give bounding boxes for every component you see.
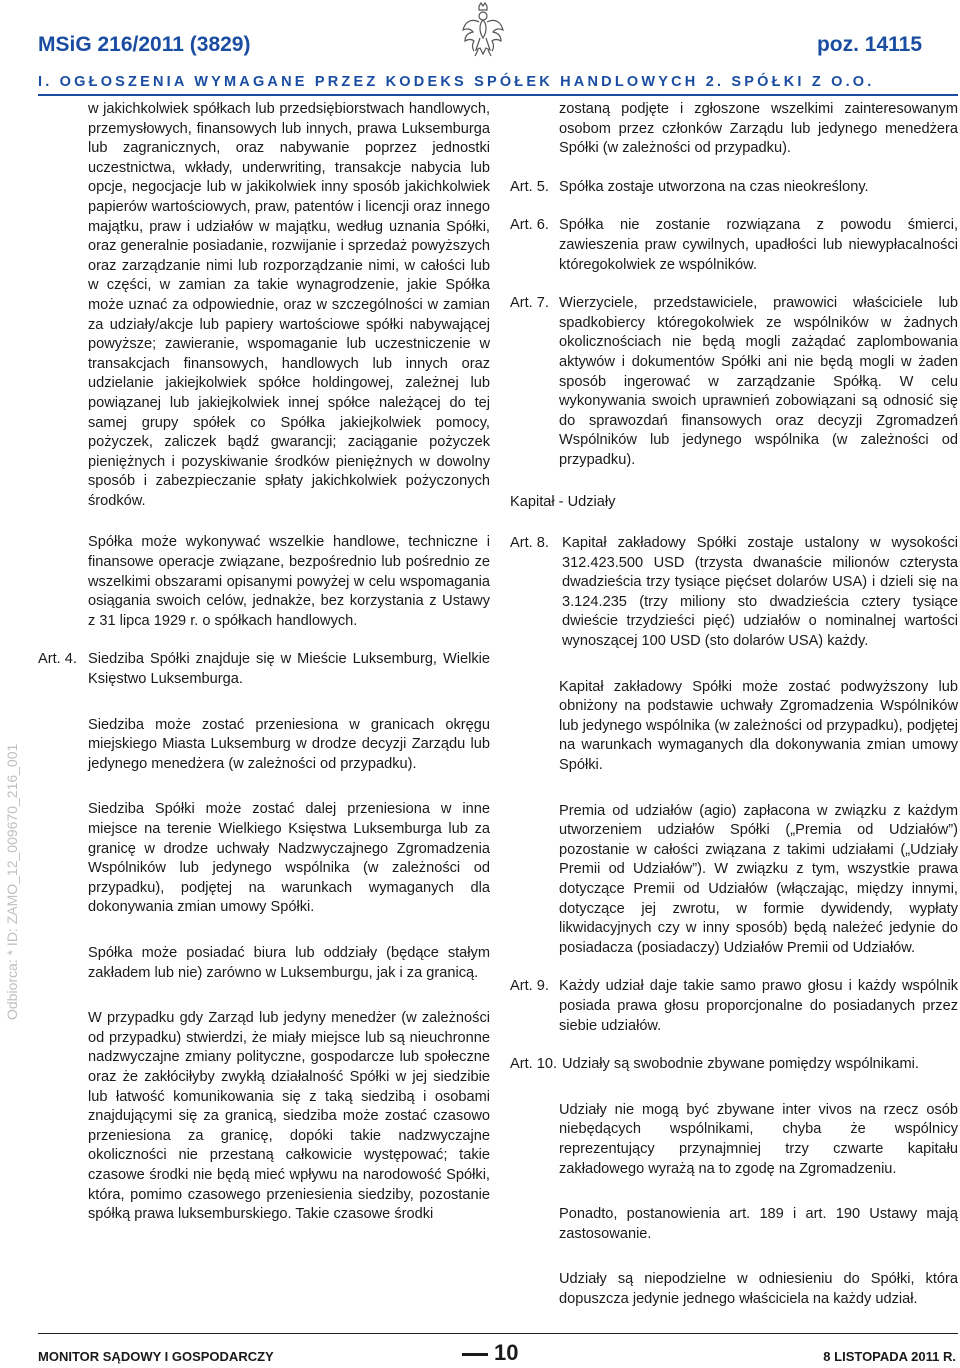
- page-dash: [462, 1353, 488, 1356]
- article-text: Spółka nie zostanie rozwiązana z powodu śmierci, zawieszenia praw cywilnych, upadłości lub niewypłacalności któregokolwiek ze wspólników.: [559, 217, 958, 273]
- publication-name: MONITOR SĄDOWY I GOSPODARCZY: [38, 1349, 274, 1364]
- article-5: [510, 178, 958, 198]
- paragraph: Udziały nie mogą być zbywane inter vivos na rzecz osób niebędących wspólnikami, chyba że wspólnicy reprezentujący przynajmniej trzy czwarte kapitału zakładowego wyrażą na to zgodę na Zgromadzeniu.: [559, 1101, 958, 1177]
- article-label: Art. 8.: [510, 535, 549, 552]
- page-number-value: 10: [494, 1340, 519, 1365]
- article-8: [510, 534, 958, 652]
- article-4: [38, 650, 490, 689]
- footer-divider: [38, 1333, 958, 1334]
- paragraph: Ponadto, postanowienia art. 189 i art. 190 Ustawy mają zastosowanie.: [559, 1206, 958, 1242]
- issue-number: MSiG 216/2011 (3829): [38, 33, 251, 56]
- position-number: poz. 14115: [816, 33, 922, 56]
- section-heading: Kapitał - Udziały: [510, 493, 616, 510]
- article-text: Udziały są swobodnie zbywane pomiędzy wspólnikami.: [562, 1056, 919, 1073]
- polish-eagle-emblem-icon: [461, 2, 505, 62]
- article-text: Siedziba Spółki znajduje się w Mieście Luksemburg, Wielkie Księstwo Luksemburga.: [88, 651, 490, 688]
- paragraph: Spółka może wykonywać wszelkie handlowe, techniczne i finansowe operacje związane, bezpośrednio lub pośrednio ze wszelkimi obszarami opisanymi powyżej w celu wspomagania osiągania swoich celów, jednakże, bez korzystania z Ustawy z 31 lipca 1929 r. o spółkach handlowych.: [88, 534, 490, 629]
- paragraph: w jakichkolwiek spółkach lub przedsiębiorstwach handlowych, przemysłowych, finansowych lub innych, prawa Luksemburga lub zagranicznych, oraz nabywanie poprzez jednostki uczestnictwa, wkłady, underwriting, transakcje nabycia lub opcje, negocjacje lub w jakikolwiek inny sposób jakichkolwiek papierów wartościowych, praw, patentów i licencji oraz innego majątku, praw i udziałów w majątku, według uznania Spółki, oraz generalnie posiadanie, rozwijanie i sprzedaż powyższych oraz zarządzanie nimi lub rozporządzanie nimi, w całości lub w części, w zamian za takie wynagrodzenie, jakie Spółka może uznać za odpowiednie, oraz w szczególności w zamian za udziały/akcje lub papiery wartościowe spółki nabywającej powyższe; zawieranie, wspomaganie lub uczestniczenie w transakcjach finansowych, handlowych lub innych oraz udzielanie jakiejkolwiek spółce holdingowej, zależnej lub powiązanej lub jakiejkolwiek innej spółce należącej do tej samej grupy spółek co Spółka jakiejkolwiek pomocy, pożyczek, zaliczek bądź gwarancji; zaciąganie pożyczek pieniężnych i pozyskiwanie środków pieniężnych w dowolny sposób i zabezpieczanie spłaty jakichkolwiek pożyczonych środków.: [88, 101, 490, 509]
- section-title: I. OGŁOSZENIA WYMAGANE PRZEZ KODEKS SPÓŁEK HANDLOWYCH 2. SPÓŁKI Z O.O.: [38, 74, 875, 90]
- left-column: [38, 100, 490, 1225]
- header-divider: [38, 94, 958, 96]
- article-label: Art. 9.: [510, 978, 549, 995]
- article-text: Każdy udział daje takie samo prawo głosu i każdy wspólnik posiada prawa głosu proporcjonalne do posiadanych przez siebie udziałów.: [559, 978, 958, 1034]
- article-label: Art. 6.: [510, 217, 549, 234]
- article-7: [510, 294, 958, 470]
- paragraph: Siedziba Spółki może zostać dalej przeniesiona w inne miejsce na terenie Wielkiego Księstwa Luksemburga lub za granicę w drodze uchwały Nadzwyczajnego Zgromadzenia Wspólników lub jedynego wspólnika (w zależności od przypadku), podjętej na warunkach wymaganych dla dokonywania zmian umowy Spółki.: [88, 801, 490, 916]
- paragraph: W przypadku gdy Zarząd lub jedyny menedżer (w zależności od przypadku) stwierdzi, że miały miejsce lub są nieuchronne nadzwyczajne zmiany polityczne, gospodarcze lub społeczne oraz że zakłóciłyby zwykłą działalność Spółki w jej siedzibie lub łatwość komunikowania się z taką siedzibą i osobami znajdującymi się za granicą, siedziba może zostać czasowo przeniesiona za granicę, dopóki takie nadzwyczajne okoliczności nie przestaną całkowicie występować; takie czasowe środki nie będą mieć wpływu na narodowość Spółki, która, pomimo czasowego przeniesienia siedziby, pozostanie spółką prawa luksemburskiego. Takie czasowe środki: [88, 1010, 490, 1223]
- article-text: Wierzyciele, przedstawiciele, prawowici właściciele lub spadkobiercy któregokolwiek ze wspólników w żadnych okolicznościach nie będą mogli zażądać zaplombowania aktywów i dokumentów Spółki ani nie będą mogli w żaden sposób ingerować w zarządzanie Spółką. W celu wykonywania swoich uprawnień zobowiązani są odnosić się do sprawozdań finansowych oraz decyzji Zgromadzeń Wspólników lub jedynego wspólnika (w zależności od przypadku).: [559, 295, 958, 468]
- paragraph: Premia od udziałów (agio) zapłacona w związku z każdym utworzeniem udziałów Spółki („Premia od Udziałów”) pozostanie w całości związana z takimi udziałami („Udziały Premii od Udziałów”). W związku z tym, wszystkie prawa dotyczące Premii od Udziałów (włączając, między innymi, dotyczące jej zwrotu, w formie dywidendy, wypłaty likwidacyjnych czy w inny sposób) będą należeć jedynie do posiadacza (posiadaczy) Udziałów Premii od Udziałów.: [559, 802, 958, 956]
- article-9: [510, 977, 958, 1036]
- article-label: Art. 10.: [510, 1056, 558, 1073]
- paragraph: Kapitał zakładowy Spółki może zostać podwyższony lub obniżony na podstawie uchwały Zgromadzenia Wspólników lub jedynego wspólnika (w zależności od przypadku), podjętej na warunkach wymaganych dla dokonywania zmian umowy Spółki.: [559, 678, 958, 774]
- article-text: Kapitał zakładowy Spółki zostaje ustalony w wysokości 312.423.500 USD (trzysta dwanaście milionów czterysta dwadzieścia trzy tysiące pięćset dolarów USA) i dzieli się na 3.124.235 (trzy miliony sto dwadzieścia cztery tysiące dwieście trzydzieści pięć) udziałów o nominalnej wartości wynoszącej 100 USD (sto dolarów USA) każdy.: [562, 535, 958, 650]
- paragraph: Siedziba może zostać przeniesiona w granicach okręgu miejskiego Miasta Luksemburg w drodze decyzji Zarządu lub jedynego menedżera (w zależności od przypadku).: [88, 716, 490, 772]
- article-label: Art. 5.: [510, 178, 549, 195]
- article-label: Art. 7.: [510, 295, 549, 312]
- right-column: [510, 100, 958, 1310]
- article-text: Spółka zostaje utworzona na czas nieokreślony.: [559, 178, 869, 195]
- page-number: [462, 1340, 518, 1366]
- recipient-watermark: Odbiorca: * ID: ZAMO_12_009670_216_001: [4, 743, 20, 1020]
- paragraph: Spółka może posiadać biura lub oddziały (będące stałym zakładem lub nie) zarówno w Luksemburgu, jak i za granicą.: [88, 944, 490, 981]
- paragraph: zostaną podjęte i zgłoszone wszelkimi zainteresowanym osobom przez członków Zarządu lub jedynego menedżera Spółki (w zależności od przypadku).: [559, 101, 958, 157]
- article-10: [510, 1055, 958, 1075]
- publication-date: 8 LISTOPADA 2011 R.: [823, 1349, 956, 1364]
- article-6: [510, 216, 958, 275]
- paragraph: Udziały są niepodzielne w odniesieniu do Spółki, która dopuszcza jedynie jednego właściciela na każdy udział.: [559, 1271, 958, 1307]
- article-label: Art. 4.: [38, 651, 77, 668]
